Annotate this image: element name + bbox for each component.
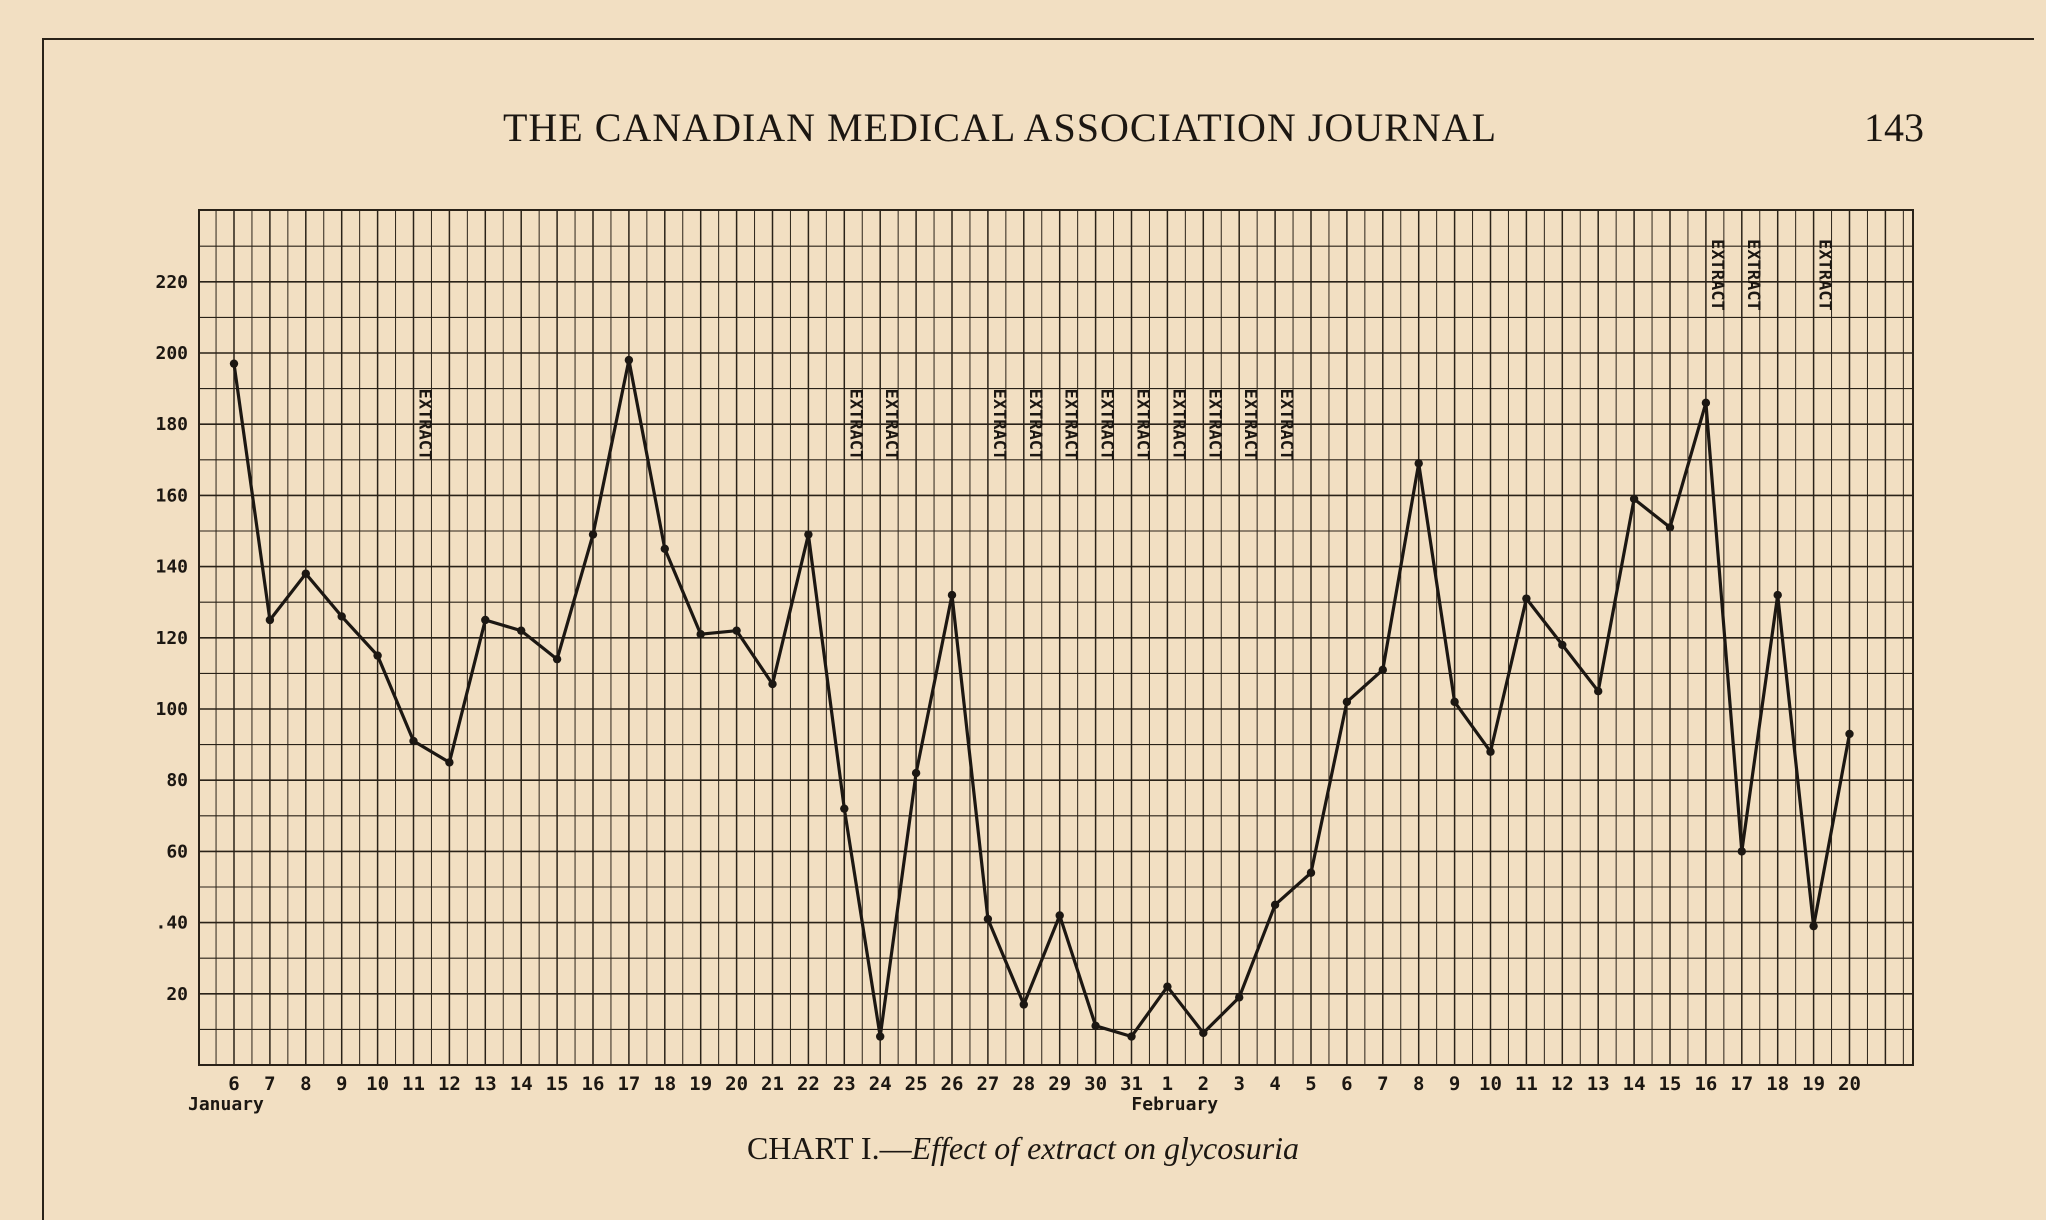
- grid-layer: [199, 210, 1913, 1065]
- x-tick-label: 20: [725, 1073, 749, 1095]
- y-tick-label: 60: [166, 841, 188, 863]
- extract-annotation: EXTRACT: [1276, 388, 1297, 461]
- data-point: [1630, 495, 1638, 503]
- y-tick-label: 200: [155, 343, 188, 364]
- data-point: [1199, 1029, 1207, 1037]
- x-tick-label: 17: [1730, 1073, 1754, 1095]
- extract-annotation: EXTRACT: [845, 388, 866, 461]
- x-tick-label: 16: [1694, 1073, 1718, 1095]
- data-point: [266, 616, 274, 624]
- chart-caption: [0, 1130, 2046, 1167]
- x-tick-label: 12: [1550, 1073, 1574, 1095]
- x-tick-label: 21: [761, 1073, 784, 1095]
- x-tick-label: 25: [904, 1073, 928, 1095]
- extract-annotation: EXTRACT: [1706, 239, 1727, 311]
- x-tick-label: 4: [1269, 1073, 1281, 1095]
- data-point: [1127, 1032, 1135, 1040]
- data-point: [445, 758, 453, 766]
- extract-annotation: EXTRACT: [1132, 388, 1153, 461]
- x-tick-label: 10: [1479, 1073, 1502, 1095]
- x-tick-label: 19: [689, 1073, 713, 1095]
- month-label: February: [1131, 1094, 1219, 1115]
- x-tick-label: 26: [940, 1073, 964, 1095]
- data-point: [1415, 459, 1423, 467]
- data-point: [732, 626, 740, 634]
- x-tick-label: 23: [832, 1073, 856, 1095]
- data-point: [409, 737, 417, 745]
- data-point: [625, 356, 633, 364]
- extract-annotation: EXTRACT: [414, 388, 435, 461]
- x-tick-label: 7: [264, 1073, 276, 1095]
- y-tick-label: 160: [155, 485, 188, 507]
- x-tick-label: 2: [1197, 1073, 1210, 1095]
- data-point: [768, 680, 776, 688]
- y-tick-label: 220: [155, 271, 188, 293]
- x-tick-label: 9: [1448, 1073, 1461, 1095]
- y-tick-label: 180: [155, 414, 188, 436]
- x-tick-label: 17: [617, 1073, 641, 1095]
- y-tick-label: 100: [155, 699, 188, 720]
- data-point: [912, 769, 920, 777]
- data-point: [481, 616, 489, 624]
- x-tick-label: 14: [1622, 1073, 1646, 1095]
- x-tick-label: 24: [868, 1073, 892, 1095]
- x-tick-label: 22: [796, 1073, 820, 1095]
- data-point: [661, 545, 669, 553]
- data-point: [1666, 523, 1674, 531]
- data-point: [553, 655, 561, 663]
- x-tick-label: 8: [300, 1073, 312, 1095]
- data-point: [1056, 911, 1064, 919]
- data-point: [1163, 982, 1171, 990]
- x-tick-label: 7: [1377, 1073, 1389, 1095]
- data-point: [1809, 922, 1817, 930]
- annotation-layer: [415, 239, 1835, 460]
- data-point: [517, 626, 525, 634]
- x-tick-label: 20: [1838, 1073, 1861, 1095]
- y-tick-label: 140: [155, 556, 188, 578]
- x-tick-label: 18: [1766, 1073, 1790, 1095]
- x-tick-label: 3: [1233, 1073, 1245, 1095]
- x-tick-label: 15: [545, 1073, 569, 1095]
- x-tick-label: 15: [1658, 1073, 1682, 1095]
- data-point: [1020, 1000, 1028, 1008]
- y-tick-label: 120: [155, 627, 188, 649]
- data-point: [1343, 698, 1351, 706]
- caption-label: CHART I.—: [746, 1130, 912, 1166]
- x-tick-label: 30: [1084, 1073, 1108, 1095]
- data-point: [804, 530, 812, 538]
- x-tick-label: 8: [1412, 1073, 1425, 1095]
- data-point: [1845, 730, 1853, 738]
- page-number: 143: [1864, 105, 1924, 150]
- data-point: [1235, 993, 1243, 1001]
- x-tick-label: 16: [581, 1073, 605, 1095]
- data-point: [338, 612, 346, 620]
- data-point: [589, 530, 597, 538]
- data-point: [876, 1032, 884, 1040]
- extract-annotation: EXTRACT: [1814, 239, 1835, 311]
- x-tick-label: 5: [1305, 1073, 1317, 1095]
- x-tick-label: 11: [1514, 1073, 1538, 1095]
- x-tick-label: 6: [228, 1073, 240, 1095]
- data-point: [1486, 748, 1494, 756]
- data-point: [948, 591, 956, 599]
- data-point: [1594, 687, 1602, 695]
- x-tick-label: 14: [509, 1073, 533, 1095]
- month-label: January: [188, 1094, 264, 1115]
- extract-annotation: EXTRACT: [1240, 388, 1261, 461]
- data-point: [697, 630, 705, 638]
- y-tick-label: 20: [166, 983, 188, 1005]
- x-tick-label: 27: [976, 1073, 1000, 1095]
- x-tick-label: 10: [366, 1073, 390, 1095]
- data-point: [1702, 399, 1710, 407]
- x-tick-label: 28: [1012, 1073, 1036, 1095]
- data-point: [1091, 1022, 1099, 1030]
- data-point: [302, 570, 310, 578]
- data-point: [840, 804, 848, 812]
- extract-annotation: EXTRACT: [1204, 388, 1225, 461]
- x-tick-label: 1: [1161, 1073, 1174, 1095]
- x-tick-label: 19: [1802, 1073, 1826, 1095]
- data-point: [230, 359, 238, 367]
- journal-title: THE CANADIAN MEDICAL ASSOCIATION JOURNAL: [502, 105, 1498, 150]
- extract-annotation: EXTRACT: [1024, 388, 1045, 461]
- data-point: [1522, 594, 1530, 602]
- y-tick-label: .40: [155, 912, 188, 934]
- data-point: [1738, 847, 1746, 855]
- x-tick-label: 18: [653, 1073, 677, 1095]
- extract-annotation: EXTRACT: [988, 388, 1009, 461]
- data-point: [1379, 666, 1387, 674]
- x-tick-label: 11: [402, 1073, 425, 1095]
- x-tick-label: 9: [335, 1073, 348, 1095]
- extract-annotation: EXTRACT: [1060, 388, 1081, 461]
- x-tick-label: 29: [1048, 1073, 1072, 1095]
- data-point: [1558, 641, 1566, 649]
- extract-annotation: EXTRACT: [1168, 388, 1189, 461]
- data-point: [984, 915, 992, 923]
- caption-text: Effect of extract on glycosuria: [911, 1130, 1300, 1166]
- extract-annotation: EXTRACT: [1742, 239, 1763, 311]
- data-point: [373, 651, 381, 659]
- x-tick-label: 13: [1586, 1073, 1610, 1095]
- x-tick-label: 13: [473, 1073, 497, 1095]
- x-tick-label: 6: [1341, 1073, 1353, 1095]
- data-point: [1450, 698, 1458, 706]
- extract-annotation: EXTRACT: [881, 388, 902, 461]
- data-point: [1774, 591, 1782, 599]
- y-tick-label: 80: [166, 770, 188, 792]
- x-tick-label: 12: [437, 1073, 461, 1095]
- data-point: [1271, 901, 1279, 909]
- extract-annotation: EXTRACT: [1096, 388, 1117, 461]
- x-tick-label: 31: [1120, 1073, 1143, 1095]
- data-point: [1307, 869, 1315, 877]
